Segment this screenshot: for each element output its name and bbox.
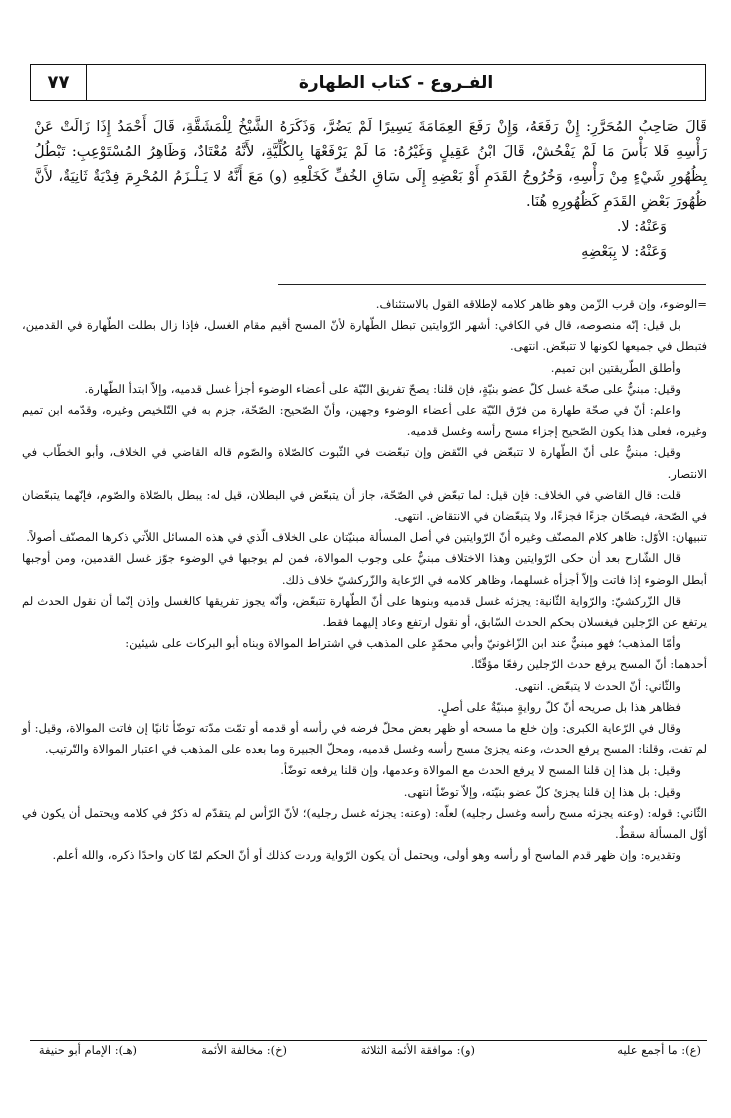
main-paragraph: وَعَنْهُ: لا. [616,219,667,235]
legend-item: (ع): ما أجمع عليه [617,1043,701,1057]
footnote-paragraph: بل قيل: إنّه منصوصه، قال في الكافي: أشهر الرّوايتين تبطل الطّهارة لأنّ المسح أقيم مقام الغسل، فإذا زال بطلت الطّهارة في القدمين، فتبطل في جميعها لكونها لا تتبعّض. انتهى. [22,318,707,354]
footnote-paragraph: وأطلق الطّريقتين ابن تميم. [550,360,681,375]
page-header [30,64,706,101]
footnote-paragraph: وأمّا المذهب؛ فهو مبنيٌّ عند ابن الزّاغونيّ وأبي محمّدٍ على المذهب في اشتراط الموالاة وبناه أبو البركات على شيئين: [125,636,681,651]
footnote-paragraph: قال الزّركشيّ: والرّواية الثّانية: يجزئه غسل قدميه وبنوها على أنّ الطّهارة تتبعّض، وأنّه يجوز تفريقها كالغسل وإذن إنّما أن نقول الحدث لم يرتفع عن الرّجلين فيغسلان بحكم الحدث السّابق، أو نقول ارتفع وعاد إليهما فقط. [22,593,707,630]
book-title: الفـروع - كتاب الطهارة [298,72,494,93]
footnote-paragraph: أحدهما: أنّ المسح يرفع حدث الرّجلين رفعًا مؤقّتًا. [470,657,707,672]
main-paragraph: قَالَ صَاحِبُ المُحَرَّرِ: إِنْ رَفَعَهُ، وَإِنْ رَفَعَ العِمَامَةَ يَسِيرًا لَمْ يَضُرَّ، وَذَكَرَهُ الشَّيْخُ لِلْمَشَقَّةِ، قَالَ أَحْمَدُ إِذَا زَالَتْ عَنْ رَأْسِهِ فَلا بَأْسَ مَا لَمْ يَفْحُشْ، قَالَ ابْنُ عَقِيلٍ وَغَيْرُهُ: مَا لَمْ يَرْفَعْهَا بِالكُلِّيَّةِ، لأَنَّهُ مُعْتَادٌ، وَظَاهِرُ المُسْتَوْعِبِ: تَبْطُلُ بِظُهُورِ شَيْءٍ مِنْ رَأْسِهِ، وَخُرُوجُ القَدَمِ أَوْ بَعْضِهِ إِلَى سَاقِ الخُفِّ كَخَلْعِهِ (و) مَعَ أَنَّهُ لا يَـلْـزَمُ المُحْرِمَ فِدْيَةٌ ثَانِيَةٌ، لأَنَّ ظُهُورَ بَعْضِ القَدَمِ كَظُهُورِهِ هُنَا. [34,119,707,210]
footnote-paragraph: قلت: قال القاضي في الخلاف: فإن قيل: لما تبعّض في الصّحّة، جاز أن يتبعّض في البطلان، قيل له: يبطل بالصّلاة والصّوم، فإنّهما يتبعّضان في الصّحة، فيصحّان جزءًا فجزءًا، ولا يتبعّضان في الانتقاض. انتهى. [22,487,707,524]
page-number: ٧٧ [31,65,87,100]
legend-item: (خ): مخالفة الأئمة [201,1043,287,1057]
footnote-paragraph: فظاهر هذا بل صريحه أنّ كلّ روايةٍ مبنيّةٌ على أصلٍ. [437,699,681,714]
footnote-paragraph: وقيل: بل هذا إن قلنا المسح لا يرفع الحدث مع الموالاة وعدمها، وإن قلنا يرفعه توضّأ. [280,763,681,778]
legend-item: (هـ): الإمام أبو حنيفة [38,1043,137,1057]
footnote-paragraph: والثّاني: أنّ الحدث لا يتبعّض. انتهى. [514,678,681,693]
footnote-paragraph: وتقديره: وإن ظهر قدم الماسح أو رأسه وهو أولى، ويحتمل أن يكون الرّواية وردت كذلك أو أنّ الحكم لمّا كان واحدًا ذكره، والله أعلم. [52,848,681,863]
abbreviation-legend [30,1043,707,1067]
footnote-paragraph: وقيل: مبنيٌّ على أنّ الطّهارة لا تتبعّض في النّقض وإن تبعّضت في الثّبوت كالصّلاة والصّوم قاله القاضي في الخلاف، وأبو الخطّاب في الانتصار. [22,445,707,481]
footnotes [22,294,707,866]
footnote-paragraph: قال الشّارح بعد أن حكى الرّوايتين وهذا الاختلاف مبنيٌّ على وجوب الموالاة، فمن لم يوجبها في الوضوء جوّز غسل القدمين، ومن أوجبها أبطل الوضوء إذا فاتت وإلاّ أجزأه غسلهما، وظاهر كلامه في الرّعاية والزّركشيّ خلاف ذلك. [22,551,707,587]
footer-rule [30,1040,707,1041]
footnote-paragraph: وقيل: مبنيٌّ على صحّة غسل كلّ عضو بنيّةٍ، فإن قلنا: يصحّ تفريق النّيّة على أعضاء الوضوء أجزأ غسل قدميه، وإلاّ ابتدأ الطّهارة. [84,381,681,396]
main-paragraph: وَعَنْهُ: لا بِبَعْضِهِ [581,244,667,260]
footnote-paragraph: تنبيهان: الأوّل: ظاهر كلام المصنّف وغيره أنّ الرّوايتين في أصل المسألة مبنيّتان على الخلاف الّذي في هذه المسائل اللاّتي ذكرها المصنّف أصولاً. [26,530,707,545]
footnote-paragraph: =الوضوء، وإن قرب الزّمن وهو ظاهر كلامه لإطلاقه القول بالاستئناف. [375,297,707,311]
footnote-paragraph: وقيل: بل هذا إن قلنا يجزئ كلّ عضو بنيّته، وإلاّ توضّأ انتهى. [403,784,681,799]
footnote-paragraph: وقال في الرّعاية الكبرى: وإن خلع ما مسحه أو ظهر بعض محلّ فرضه في رأسه أو قدمه أو تمّت مدّته توضّأ ثانيًا إن فاتت الموالاة، وقيل: أو لم تفت، وقلنا: المسح يرفع الحدث، وعنه يجزئ مسح رأسه وغسل قدميه، ومحلّ الجبيرة وما بعده على المذهب في اعتبار الموالاة والتّرتيب. [22,721,707,757]
footnote-paragraph: الثّاني: قوله: (وعنه يجزئه مسح رأسه وغسل رجليه) لعلّه: (وعنه: يجزئه غسل رجليه)؛ لأنّ الرّأس لم يتقدّم له ذكرٌ في كلامه ويحتمل أن يكون في أوّل المسألة سقطٌ. [22,805,707,842]
main-text [34,115,707,265]
footnote-paragraph: واعلم: أنّ في صحّة طهارة من فرّق النّيّة على أعضاء الوضوء وجهين، وأنّ الصّحيح: الصّحّة، جزم به في التّلخيص وغيره، وقدّمه ابن تميم وغيره، فعلى هذا يكون الصّحيح إجزاء مسح رأسه وغسل قدميه. [22,403,707,439]
legend-item: (و): موافقة الأئمة الثلاثة [360,1043,475,1057]
footnote-divider [278,284,706,285]
